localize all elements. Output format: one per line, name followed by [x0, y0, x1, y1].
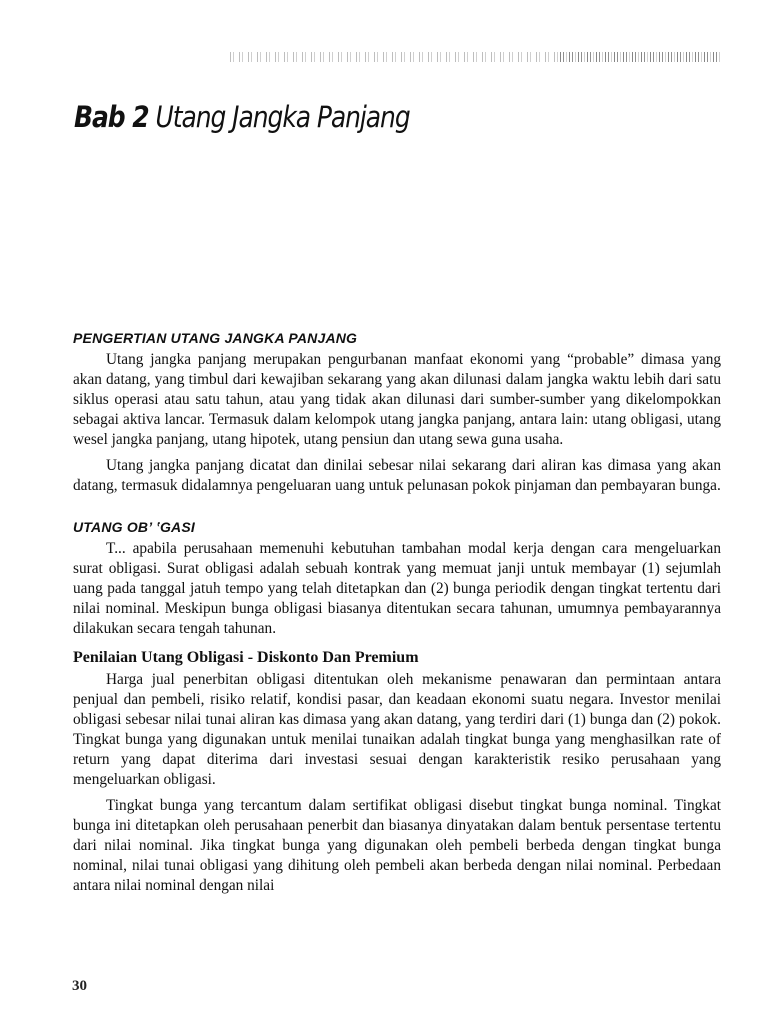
scan-artifact-dark	[560, 52, 720, 62]
chapter-title: Utang Jangka Panjang	[155, 100, 410, 134]
page-body	[73, 330, 721, 896]
chapter-heading	[74, 100, 410, 134]
paragraph: Utang jangka panjang dicatat dan dinilai sebesar nilai sekarang dari aliran kas dimasa yang akan datang, termasuk didalamnya pengeluaran uang untuk pelunasan pokok pinjaman dan pembayaran bunga.	[73, 457, 721, 494]
paragraph: T... apabila perusahaan memenuhi kebutuhan tambahan modal kerja dengan cara mengeluarkan surat obligasi. Surat obligasi adalah sebuah kontrak yang memuat janji untuk membayar (1) sejumlah uang pada tanggal jatuh tempo yang telah ditetapkan dan (2) bunga periodik dengan tingkat tertentu dari nilai nominal. Meskipun bunga obligasi biasanya ditentukan secara tahunan, umumnya pembayarannya dilakukan secara tengah tahunan.	[73, 540, 721, 637]
paragraph: Tingkat bunga yang tercantum dalam sertifikat obligasi disebut tingkat bunga nominal. Tingkat bunga ini ditetapkan oleh perusahaan penerbit dan biasanya dinyatakan dalam bentuk persentase tertentu dari nilai nominal. Jika tingkat bunga yang digunakan oleh pembeli berbeda dengan tingkat bunga nominal, nilai tunai obligasi yang dihitung oleh pembeli akan berbeda dengan nilai nominal. Perbedaan antara nilai nominal dengan nilai	[73, 797, 721, 894]
page-number: 30	[72, 978, 87, 994]
section-heading-pengertian: PENGERTIAN UTANG JANGKA PANJANG	[73, 330, 358, 346]
paragraph: Harga jual penerbitan obligasi ditentukan oleh mekanisme penawaran dan permintaan antara penjual dan pembeli, risiko relatif, kondisi pasar, dan keadaan ekonomi suatu negara. Investor menilai obligasi sebesar nilai tunai aliran kas dimasa yang akan datang, yang terdiri dari (1) bunga dan (2) pokok. Tingkat bunga yang digunakan untuk menilai tunaikan adalah tingkat bunga yang menghasilkan rate of return yang dapat diterima dari investasi sesuai dengan karakteristik resiko perusahaan yang mengeluarkan obligasi.	[73, 671, 721, 788]
subsection-heading-penilaian: Penilaian Utang Obligasi - Diskonto Dan Premium	[73, 649, 419, 666]
paragraph: Utang jangka panjang merupakan pengurbanan manfaat ekonomi yang “probable” dimasa yang akan datang, yang timbul dari kewajiban sekarang yang akan dilunasi dalam jangka waktu lebih dari satu siklus operasi atau satu tahun, atau yang tidak akan dilunasi dari sumber-sumber yang dikelompokkan sebagai aktiva lancar. Termasuk dalam kelompok utang jangka panjang, antara lain: utang obligasi, utang wesel jangka panjang, utang hipotek, utang pensiun dan utang sewa guna usaha.	[73, 351, 721, 448]
chapter-label: Bab 2	[74, 100, 149, 134]
section-heading-obligasi: UTANG OB’ ʽGASI	[73, 519, 195, 535]
